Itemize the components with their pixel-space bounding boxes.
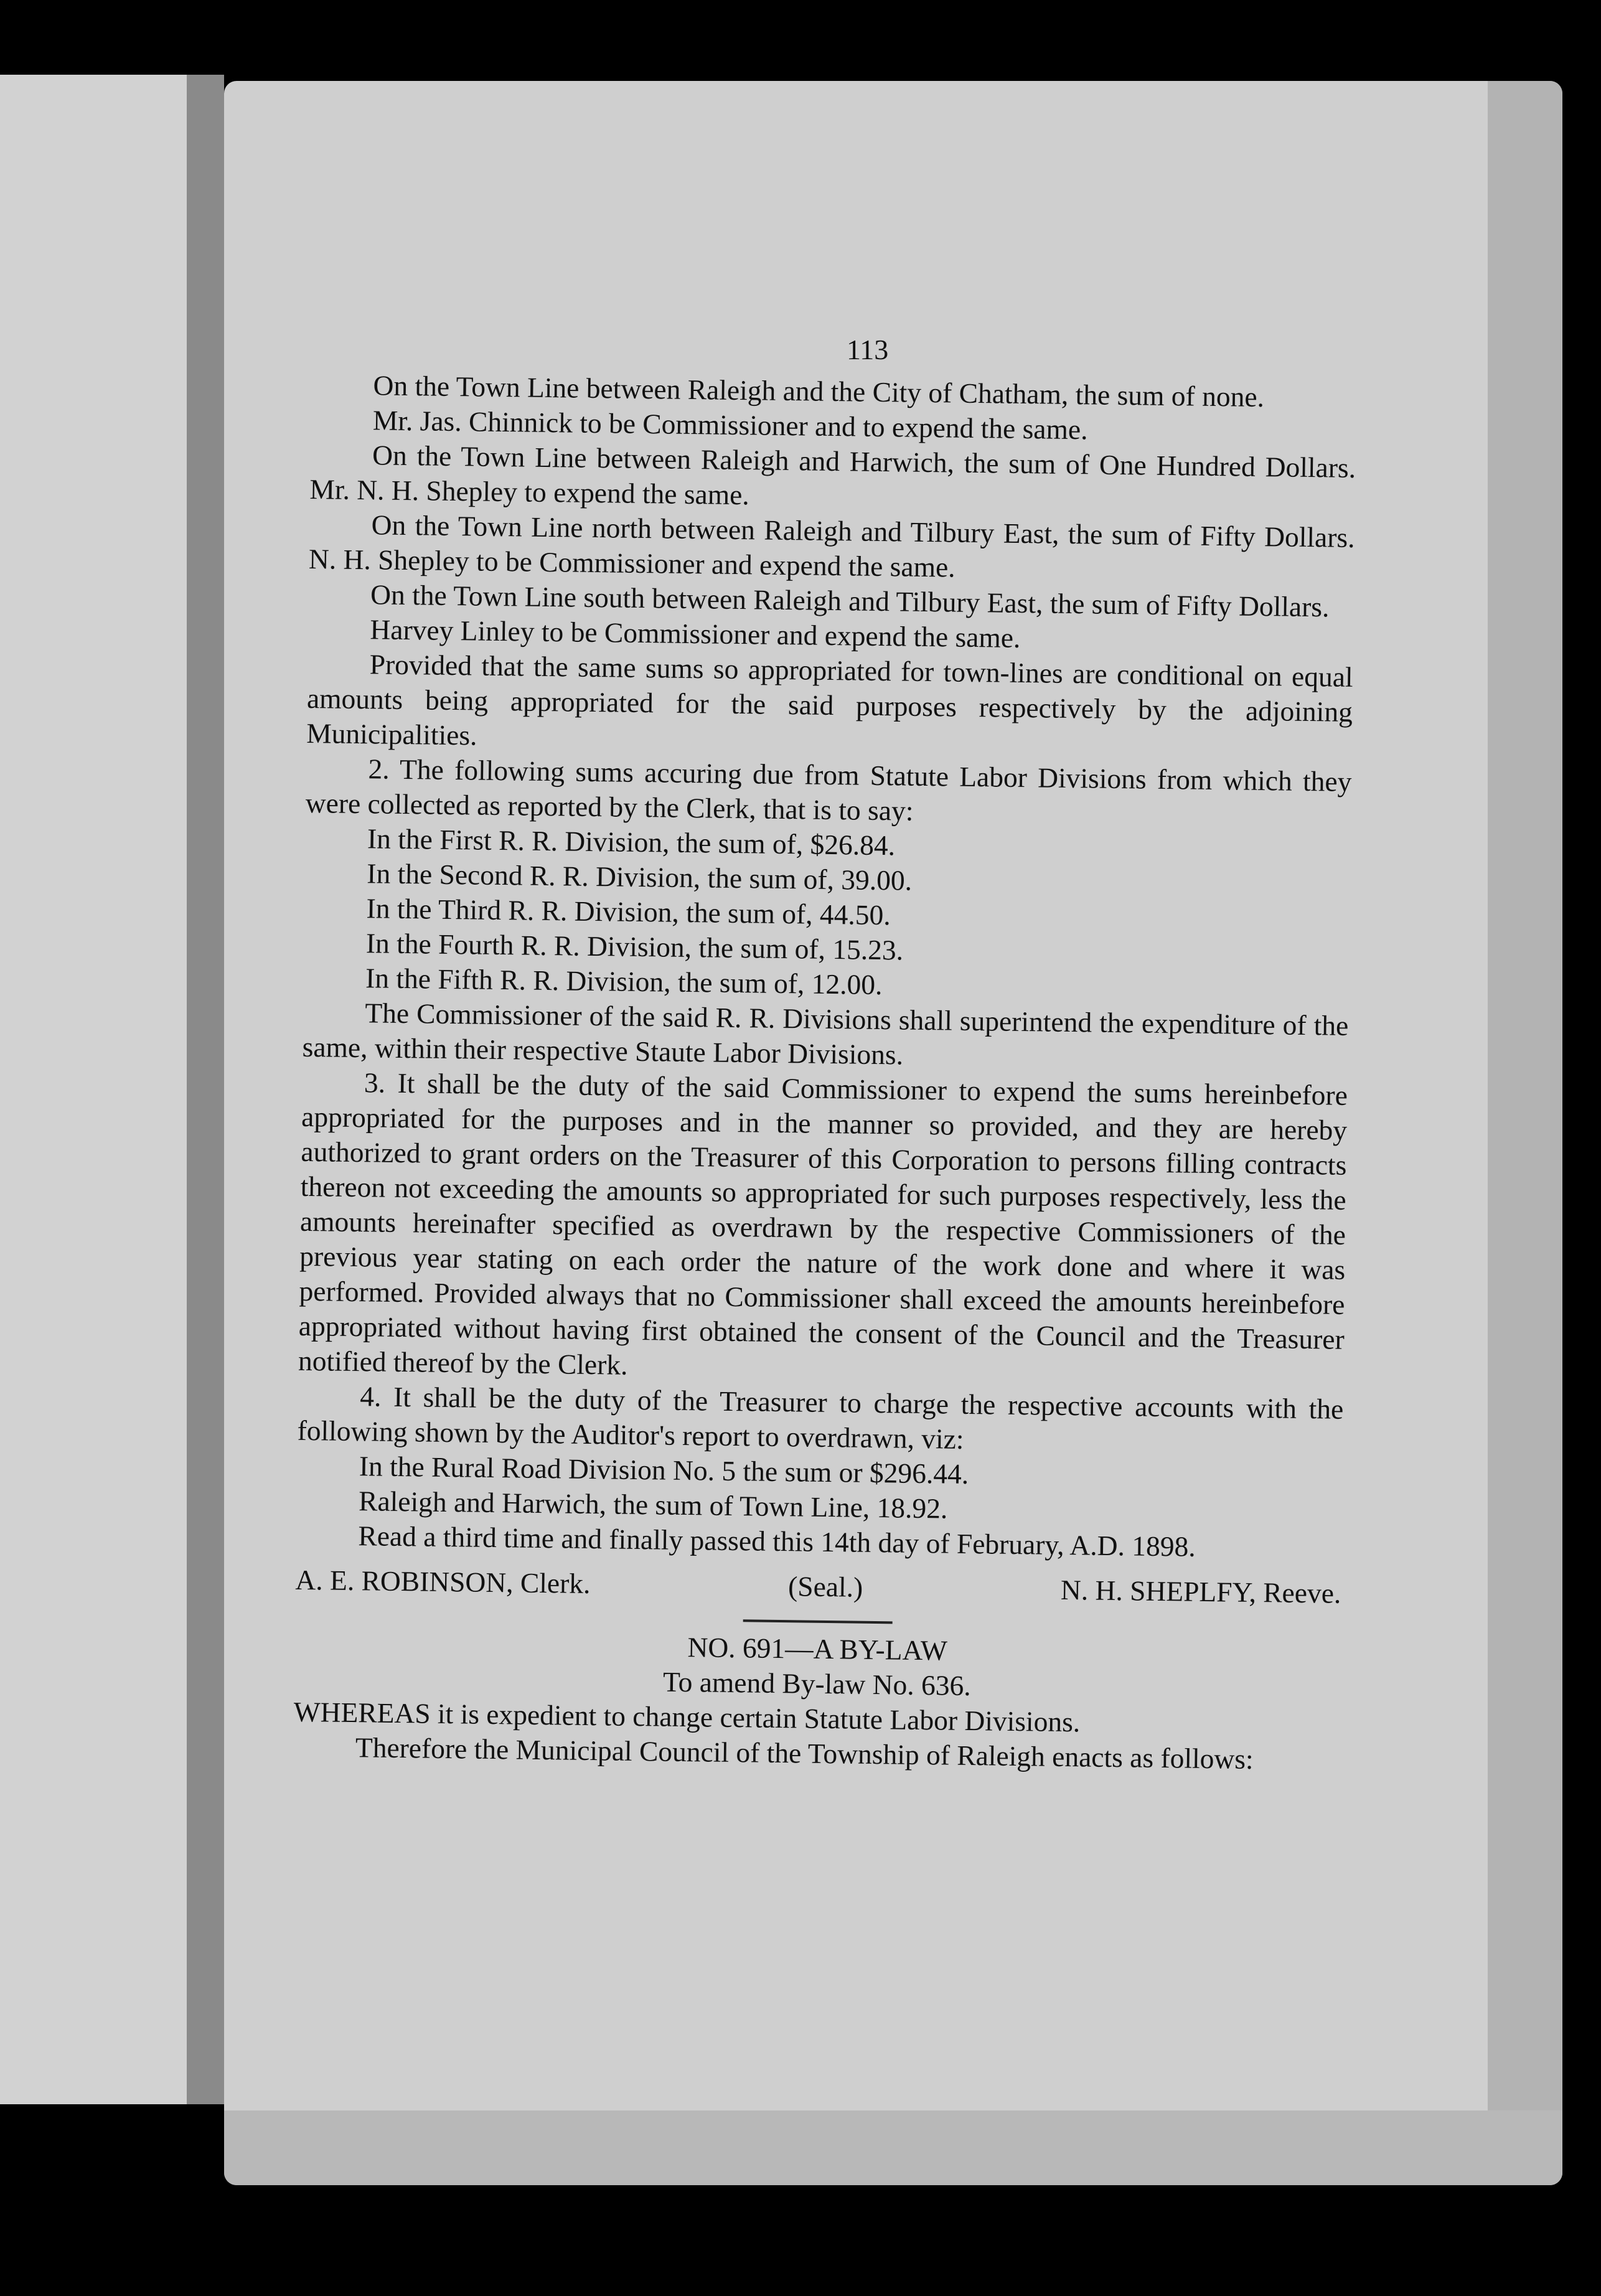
paragraph: Harvey Linley to be Commissioner and expend the same. [370,613,1021,654]
page-number: 113 [847,334,889,365]
bylaw-heading: NO. 691—A BY-LAW [687,1631,948,1667]
seal: (Seal.) [787,1570,863,1603]
left-page [0,75,187,2104]
reeve-signature: N. H. SHEPLFY, Reeve. [1060,1573,1341,1609]
passed-paragraph: Read a third time and finally passed this 14th day of February, A.D. 1898. [358,1520,1196,1563]
paragraph: Mr. Jas. Chinnick to be Commissioner and to expend the same. [372,404,1088,446]
page-shadow [224,2110,1562,2185]
division-line: In the Third R. R. Division, the sum of, 44.50. [366,892,891,931]
page-gutter [187,75,224,2104]
paragraph: 3. It shall be the duty of the said Commissioner to expend the sums hereinbefore appropriated for the purposes and in the manner so provided, and they are hereby authorized to grant orders on the Treasurer of this Corporation to persons filling contracts thereon not exceeding the amounts so appropriated for such purposes respectively, less the amounts hereinafter specified as overdrawn by the respective Commissioners of the previous year stating on each order the nature of the work done and where it was performed. Provided always that no Commissioner shall exceed the amounts hereinbefore appropriated without having first obtained the consent of the Council and the Treasurer notified thereof by the Clerk. [298,1066,1348,1381]
paragraph: 2. The following sums accuring due from Statute Labor Divisions from which they were collected as reported by the Clerk, that is to say: [305,753,1352,827]
divider [743,1619,893,1624]
page-body [293,367,1357,1778]
division-line: In the Second R. R. Division, the sum of, 39.00. [367,857,913,896]
paragraph: On the Town Line between Raleigh and Harwich, the sum of One Hundred Dollars. Mr. N. H. Shepley to expend the same. [309,439,1356,511]
paragraph: On the Town Line south between Raleigh and Tilbury East, the sum of Fifty Dollars. [370,578,1330,623]
paragraph: Provided that the same sums so appropriated for town-lines are conditional on equal amounts being appropriated for the said purposes respectively by the adjoining Municipalities. [306,648,1353,751]
enacting-paragraph: Therefore the Municipal Council of the Township of Raleigh enacts as follows: [355,1731,1254,1776]
division-line: In the Fourth R. R. Division, the sum of, 15.23. [365,927,904,966]
paragraph: On the Town Line between Raleigh and the City of Chatham, the sum of none. [373,369,1265,413]
paragraph: On the Town Line north between Raleigh and Tilbury East, the sum of Fifty Dollars. N. H. Shepley to be Commissioner and expend the same. [308,509,1355,583]
overdrawn-line: In the Rural Road Division No. 5 the sum or $296.44. [359,1450,969,1490]
page-shadow [1488,81,1562,2185]
bylaw-subheading: To amend By-law No. 636. [662,1665,972,1702]
signature-row [295,1563,1341,1611]
clerk-signature: A. E. ROBINSON, Clerk. [295,1563,591,1600]
overdrawn-line: Raleigh and Harwich, the sum of Town Line, 18.92. [358,1485,948,1525]
division-line: In the Fifth R. R. Division, the sum of, 12.00. [365,962,883,1001]
whereas-paragraph: WHEREAS it is expedient to change certain Statute Labor Divisions. [293,1695,1081,1738]
paragraph: The Commissioner of the said R. R. Divisions shall superintend the expenditure of the same, within their respective Staute Labor Divisions. [302,997,1349,1071]
division-line: In the First R. R. Division, the sum of, $26.84. [367,822,896,862]
paragraph: 4. It shall be the duty of the Treasurer to charge the respective accounts with the following shown by the Auditor's report to overdrawn, viz: [297,1380,1344,1455]
